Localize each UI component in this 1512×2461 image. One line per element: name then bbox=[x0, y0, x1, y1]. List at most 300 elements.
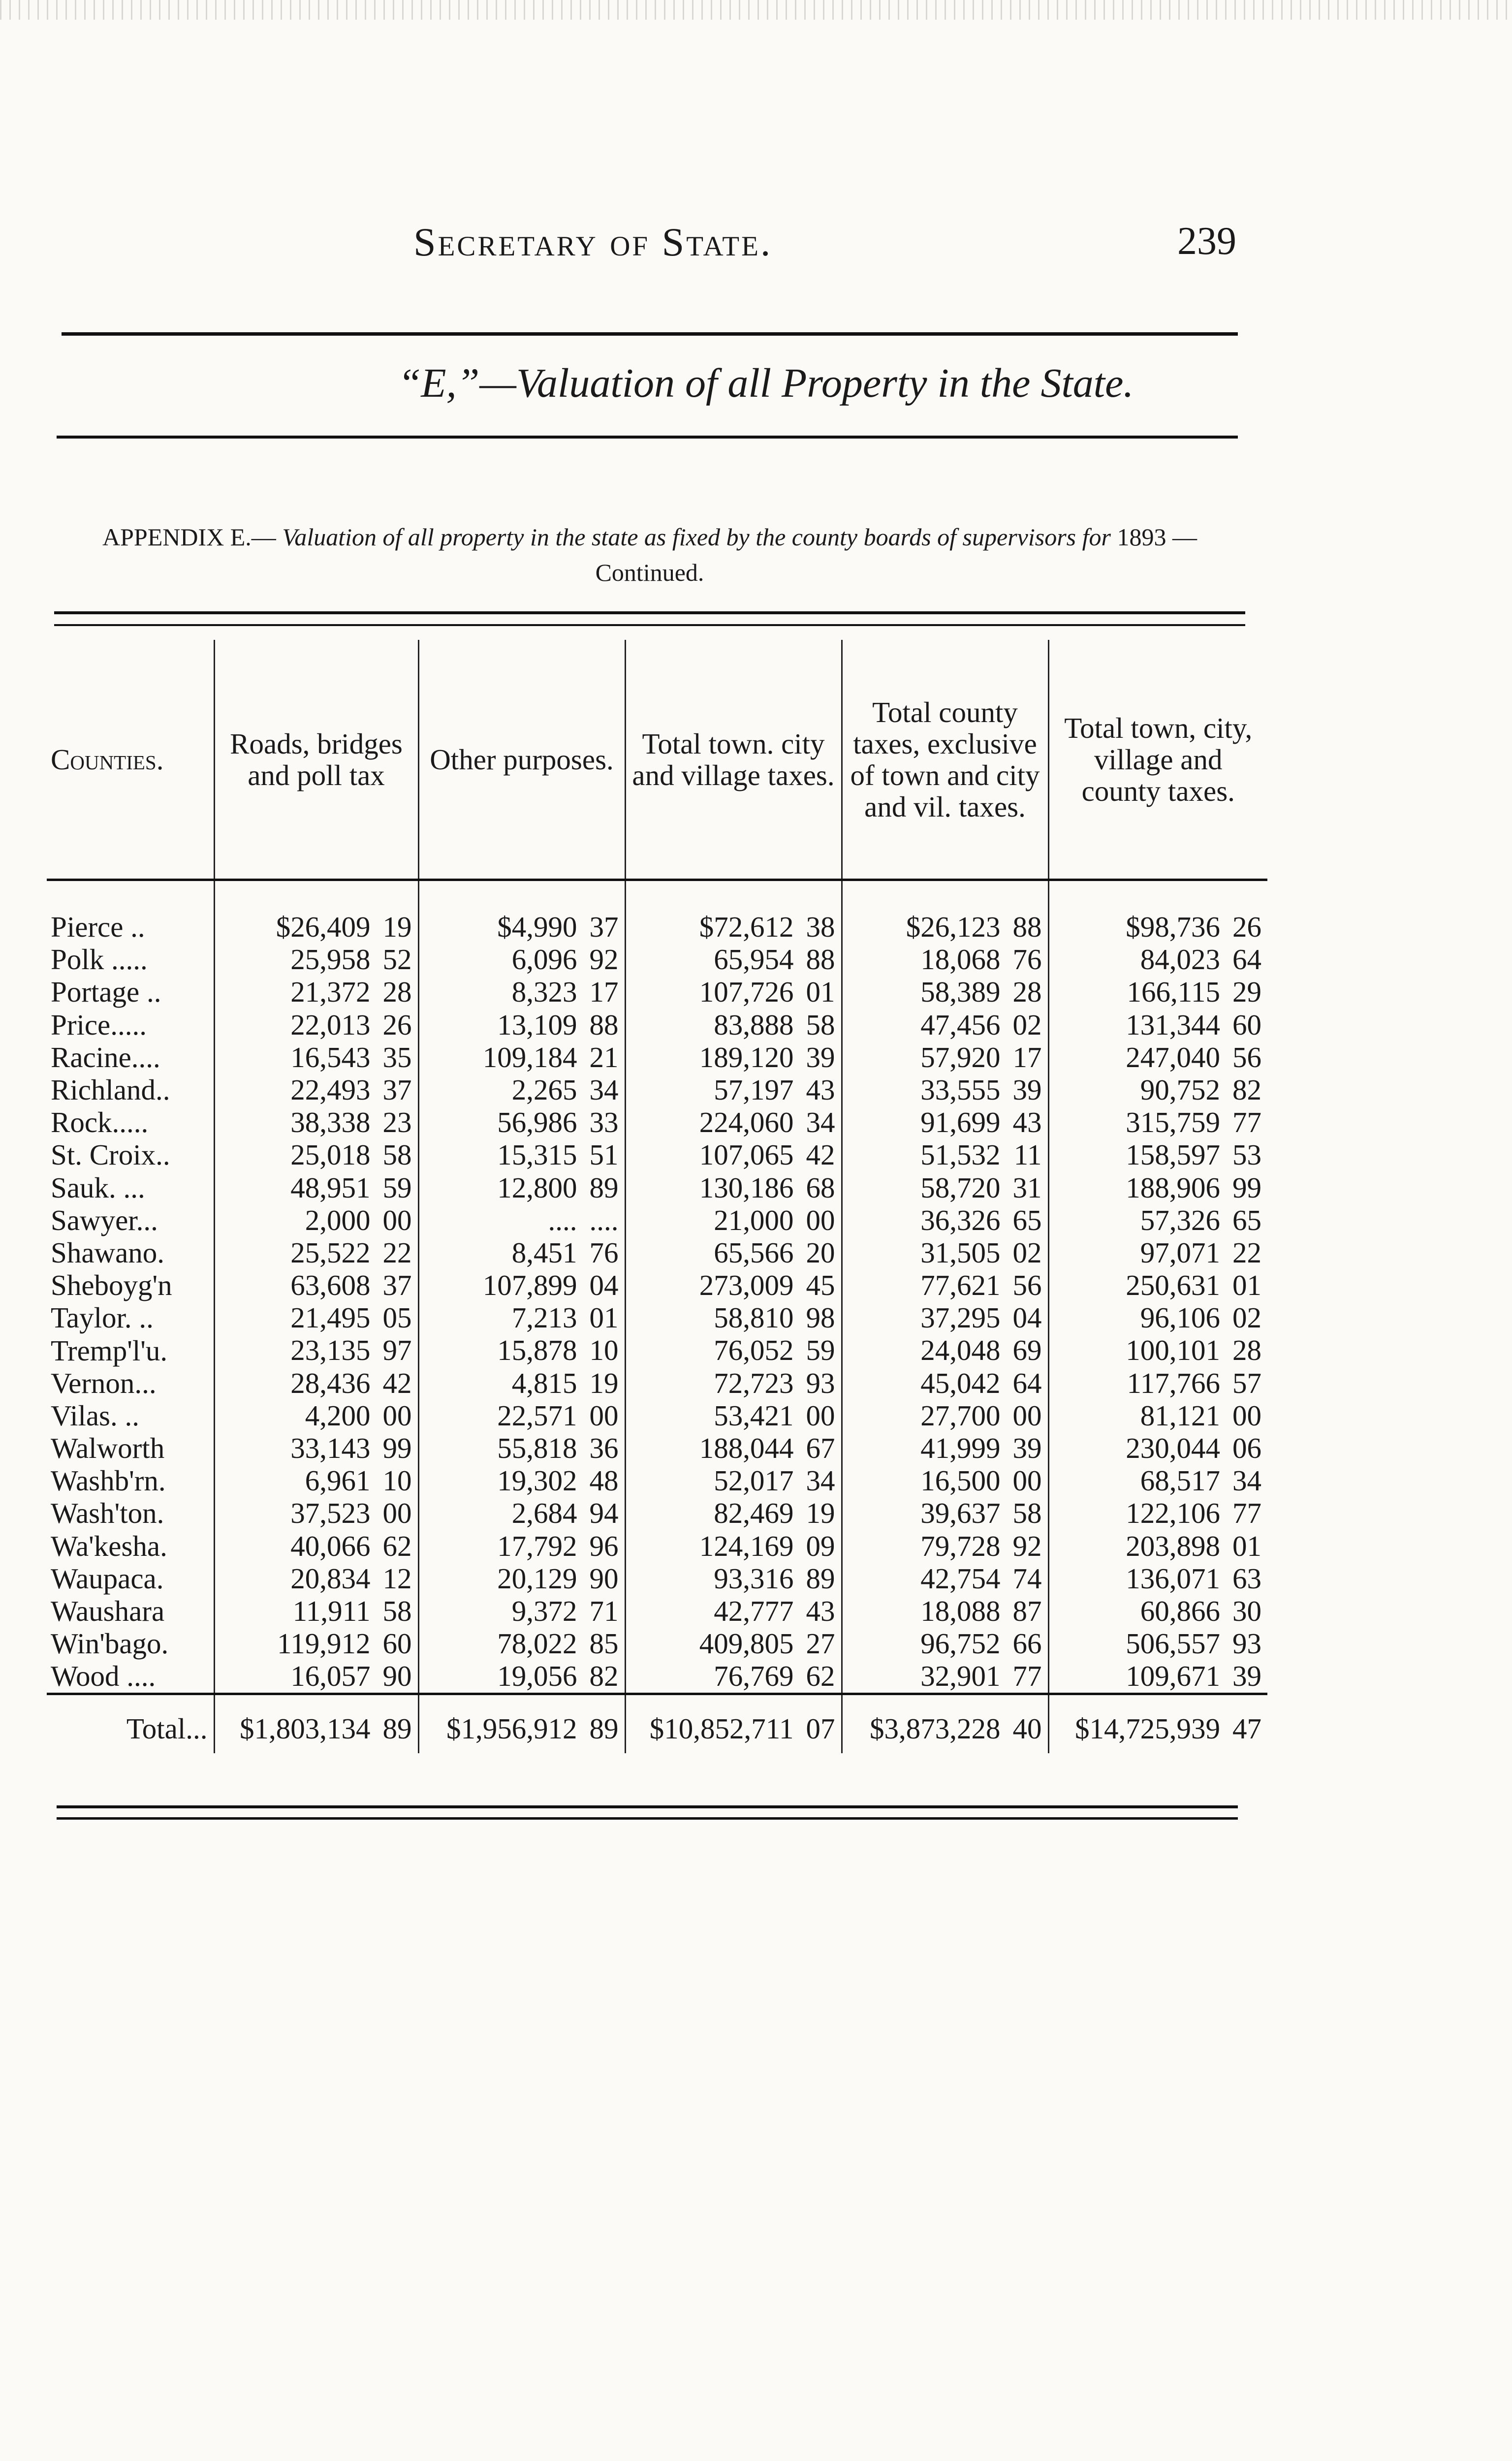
amount-dollars: 27,700 bbox=[920, 1399, 1001, 1432]
amount-cents: 34 bbox=[589, 1073, 619, 1106]
cell-town bbox=[625, 1497, 842, 1529]
cell-roads bbox=[214, 1432, 418, 1464]
cell-town bbox=[625, 1660, 842, 1694]
cell-roads bbox=[214, 976, 418, 1008]
county-name: Racine.... bbox=[51, 1041, 160, 1073]
table-row bbox=[47, 1367, 1267, 1399]
table-row bbox=[47, 1138, 1267, 1171]
amount-cents: 60 bbox=[1232, 1008, 1261, 1041]
amount-cents: 43 bbox=[806, 1073, 835, 1106]
cell-county-tax bbox=[842, 1595, 1048, 1627]
amount-dollars: 23,135 bbox=[290, 1334, 371, 1367]
amount-dollars: 17,792 bbox=[497, 1529, 577, 1562]
cell-total bbox=[1048, 1464, 1267, 1497]
amount-dollars: 6,096 bbox=[511, 943, 577, 976]
cell-total bbox=[1048, 1009, 1267, 1041]
amount-dollars: $72,612 bbox=[699, 911, 794, 943]
amount-cents: 71 bbox=[589, 1594, 619, 1627]
amount-dollars: 136,071 bbox=[1126, 1562, 1220, 1595]
cell-town bbox=[625, 1106, 842, 1138]
caption-continued: — Continued. bbox=[595, 523, 1197, 586]
cell-town bbox=[625, 1204, 842, 1236]
amount-dollars: 72,723 bbox=[714, 1366, 794, 1399]
cell-town bbox=[625, 1171, 842, 1204]
amount-cents: 34 bbox=[806, 1106, 835, 1139]
amount-dollars: 33,143 bbox=[290, 1432, 371, 1464]
cell-county-tax bbox=[842, 1334, 1048, 1366]
cell-total bbox=[1048, 1562, 1267, 1595]
amount-dollars: 22,571 bbox=[497, 1399, 577, 1432]
amount-cents: 51 bbox=[589, 1138, 619, 1171]
amount-cents: 34 bbox=[1232, 1464, 1261, 1497]
cell-roads bbox=[214, 1367, 418, 1399]
amount-dollars: 47,456 bbox=[920, 1008, 1001, 1041]
amount-cents: 96 bbox=[589, 1529, 619, 1562]
county-name: Waupaca. bbox=[51, 1562, 164, 1595]
amount-cents: 00 bbox=[382, 1497, 412, 1530]
amount-cents: 01 bbox=[1232, 1269, 1261, 1302]
table-row bbox=[47, 1530, 1267, 1562]
county-name: Wa'kesha. bbox=[51, 1529, 167, 1562]
cell-total bbox=[1048, 1627, 1267, 1660]
scan-speckle bbox=[0, 0, 1512, 20]
cell-total bbox=[1048, 1041, 1267, 1073]
amount-dollars: 20,129 bbox=[497, 1562, 577, 1595]
cell-town bbox=[625, 1530, 842, 1562]
amount-dollars: 7,213 bbox=[511, 1301, 577, 1334]
cell-other bbox=[418, 1269, 625, 1301]
county-name: Price..... bbox=[51, 1008, 147, 1041]
cell-total bbox=[1048, 1399, 1267, 1432]
amount-dollars: 130,186 bbox=[699, 1171, 794, 1204]
cell-roads bbox=[214, 1301, 418, 1334]
caption-year: 1893 bbox=[1117, 523, 1166, 551]
amount-cents: 01 bbox=[589, 1301, 619, 1334]
amount-dollars: 224,060 bbox=[699, 1106, 794, 1139]
amount-cents: 39 bbox=[1012, 1432, 1042, 1464]
amount-cents: 39 bbox=[1232, 1660, 1261, 1693]
county-name: Wash'ton. bbox=[51, 1497, 164, 1530]
table-row bbox=[47, 1334, 1267, 1366]
amount-cents: 28 bbox=[1012, 976, 1042, 1009]
amount-dollars: 57,326 bbox=[1140, 1203, 1220, 1236]
cell-other bbox=[418, 1106, 625, 1138]
cell-town bbox=[625, 943, 842, 976]
table-row bbox=[47, 943, 1267, 976]
cell-roads bbox=[214, 1138, 418, 1171]
cell-other bbox=[418, 1562, 625, 1595]
amount-cents: 76 bbox=[1012, 943, 1042, 976]
amount-cents: 47 bbox=[1232, 1712, 1261, 1745]
cell-total bbox=[1048, 1367, 1267, 1399]
cell-other bbox=[418, 943, 625, 976]
table-row bbox=[47, 1432, 1267, 1464]
amount-cents: 65 bbox=[1232, 1203, 1261, 1236]
amount-cents: 93 bbox=[1232, 1627, 1261, 1660]
amount-cents: 64 bbox=[1012, 1366, 1042, 1399]
cell-town bbox=[625, 1694, 842, 1753]
amount-cents: 59 bbox=[382, 1171, 412, 1204]
amount-dollars: 96,106 bbox=[1140, 1301, 1220, 1334]
amount-cents: 92 bbox=[589, 943, 619, 976]
amount-dollars: 315,759 bbox=[1126, 1106, 1220, 1139]
cell-county-tax bbox=[842, 1367, 1048, 1399]
amount-cents: 97 bbox=[382, 1334, 412, 1367]
amount-cents: 85 bbox=[589, 1627, 619, 1660]
amount-dollars: 37,295 bbox=[920, 1301, 1001, 1334]
cell-roads bbox=[214, 1627, 418, 1660]
amount-cents: 17 bbox=[589, 976, 619, 1009]
amount-dollars: 2,265 bbox=[511, 1073, 577, 1106]
table-row bbox=[47, 911, 1267, 943]
cell-other bbox=[418, 1694, 625, 1753]
amount-dollars: 33,555 bbox=[920, 1073, 1001, 1106]
cell-roads bbox=[214, 1399, 418, 1432]
county-name: Vilas. .. bbox=[51, 1399, 139, 1432]
amount-cents: 19 bbox=[589, 1366, 619, 1399]
amount-dollars: 188,906 bbox=[1126, 1171, 1220, 1204]
amount-dollars: 8,323 bbox=[511, 976, 577, 1009]
amount-dollars: $1,803,134 bbox=[240, 1712, 371, 1745]
cell-other bbox=[418, 1595, 625, 1627]
amount-cents: 56 bbox=[1232, 1041, 1261, 1073]
amount-cents: 89 bbox=[589, 1712, 619, 1745]
amount-dollars: 93,316 bbox=[714, 1562, 794, 1595]
amount-cents: 56 bbox=[1012, 1269, 1042, 1302]
cell-total bbox=[1048, 1236, 1267, 1269]
amount-dollars: 31,505 bbox=[920, 1236, 1001, 1269]
amount-cents: 02 bbox=[1232, 1301, 1261, 1334]
amount-dollars: 188,044 bbox=[699, 1432, 794, 1464]
table-row bbox=[47, 1073, 1267, 1106]
amount-cents: 12 bbox=[382, 1562, 412, 1595]
amount-dollars: 6,961 bbox=[305, 1464, 371, 1497]
amount-cents: 74 bbox=[1012, 1562, 1042, 1595]
amount-dollars: $26,409 bbox=[276, 911, 371, 943]
cell-roads bbox=[214, 1464, 418, 1497]
cell-county-tax bbox=[842, 1073, 1048, 1106]
amount-dollars: 76,769 bbox=[714, 1660, 794, 1693]
cell-county-tax bbox=[842, 911, 1048, 943]
cell-other bbox=[418, 1334, 625, 1366]
cell-other bbox=[418, 911, 625, 943]
cell-total bbox=[1048, 1106, 1267, 1138]
amount-dollars: 16,500 bbox=[920, 1464, 1001, 1497]
amount-dollars: 124,169 bbox=[699, 1529, 794, 1562]
amount-cents: 43 bbox=[806, 1594, 835, 1627]
table-row bbox=[47, 1464, 1267, 1497]
amount-cents: 77 bbox=[1012, 1660, 1042, 1693]
amount-dollars: 119,912 bbox=[277, 1627, 371, 1660]
amount-cents: 22 bbox=[382, 1236, 412, 1269]
cell-county-tax bbox=[842, 1041, 1048, 1073]
county-name: Portage .. bbox=[51, 976, 161, 1009]
amount-cents: 58 bbox=[382, 1138, 412, 1171]
table-row bbox=[47, 1009, 1267, 1041]
cell-total bbox=[1048, 1595, 1267, 1627]
amount-cents: 98 bbox=[806, 1301, 835, 1334]
running-title: Secretary of State. bbox=[413, 220, 773, 264]
amount-dollars: 203,898 bbox=[1126, 1529, 1220, 1562]
amount-cents: 64 bbox=[1232, 943, 1261, 976]
amount-cents: 67 bbox=[806, 1432, 835, 1464]
amount-dollars: 96,752 bbox=[920, 1627, 1001, 1660]
county-name: Polk ..... bbox=[51, 943, 148, 976]
amount-cents: 37 bbox=[382, 1073, 412, 1106]
cell-other bbox=[418, 1399, 625, 1432]
amount-cents: 00 bbox=[806, 1203, 835, 1236]
amount-cents: 00 bbox=[589, 1399, 619, 1432]
cell-roads bbox=[214, 943, 418, 976]
amount-cents: 02 bbox=[1012, 1236, 1042, 1269]
amount-dollars: 42,777 bbox=[714, 1594, 794, 1627]
total-label: Total... bbox=[47, 1694, 214, 1753]
county-name: Shawano. bbox=[51, 1236, 165, 1269]
amount-dollars: 506,557 bbox=[1126, 1627, 1220, 1660]
rule-top-1 bbox=[62, 332, 1238, 336]
cell-total bbox=[1048, 943, 1267, 976]
cell-town bbox=[625, 1009, 842, 1041]
amount-cents: 00 bbox=[382, 1203, 412, 1236]
amount-cents: 37 bbox=[589, 911, 619, 943]
cell-town bbox=[625, 1432, 842, 1464]
table-header-row bbox=[47, 640, 1267, 880]
cell-town bbox=[625, 1301, 842, 1334]
amount-cents: 21 bbox=[589, 1041, 619, 1073]
amount-dollars: 250,631 bbox=[1126, 1269, 1220, 1302]
total-row bbox=[47, 1694, 1267, 1753]
table-row bbox=[47, 1399, 1267, 1432]
amount-dollars: $4,990 bbox=[497, 911, 577, 943]
amount-cents: 58 bbox=[806, 1008, 835, 1041]
table-row bbox=[47, 1660, 1267, 1694]
cell-county-tax bbox=[842, 1627, 1048, 1660]
amount-dollars: 11,911 bbox=[292, 1594, 371, 1627]
cell-roads bbox=[214, 1269, 418, 1301]
amount-dollars: 230,044 bbox=[1126, 1432, 1220, 1464]
amount-cents: 68 bbox=[806, 1171, 835, 1204]
amount-cents: 23 bbox=[382, 1106, 412, 1139]
amount-cents: 01 bbox=[806, 976, 835, 1009]
amount-cents: 00 bbox=[1232, 1399, 1261, 1432]
county-name: Washb'rn. bbox=[51, 1464, 166, 1497]
amount-dollars: 32,901 bbox=[920, 1660, 1001, 1693]
col-header-town-taxes: Total town. city and village taxes. bbox=[625, 640, 842, 880]
cell-town bbox=[625, 1269, 842, 1301]
amount-cents: 66 bbox=[1012, 1627, 1042, 1660]
amount-cents: 82 bbox=[589, 1660, 619, 1693]
amount-cents: 28 bbox=[1232, 1334, 1261, 1367]
cell-total bbox=[1048, 911, 1267, 943]
cell-county-tax bbox=[842, 1660, 1048, 1694]
amount-cents: 10 bbox=[589, 1334, 619, 1367]
amount-cents: 59 bbox=[806, 1334, 835, 1367]
amount-dollars: 90,752 bbox=[1140, 1073, 1220, 1106]
cell-county-tax bbox=[842, 1530, 1048, 1562]
amount-cents: 89 bbox=[382, 1712, 412, 1745]
amount-dollars: 42,754 bbox=[920, 1562, 1001, 1595]
amount-cents: 43 bbox=[1012, 1106, 1042, 1139]
cell-other bbox=[418, 1660, 625, 1694]
cell-other bbox=[418, 1236, 625, 1269]
amount-dollars: 37,523 bbox=[290, 1497, 371, 1530]
amount-cents: 42 bbox=[382, 1366, 412, 1399]
amount-dollars: .... bbox=[548, 1203, 577, 1236]
amount-dollars: 19,302 bbox=[497, 1464, 577, 1497]
cell-roads bbox=[214, 1236, 418, 1269]
cell-roads bbox=[214, 1171, 418, 1204]
amount-cents: 01 bbox=[1232, 1529, 1261, 1562]
amount-cents: 06 bbox=[1232, 1432, 1261, 1464]
cell-town bbox=[625, 1041, 842, 1073]
amount-dollars: 18,088 bbox=[920, 1594, 1001, 1627]
amount-cents: 77 bbox=[1232, 1106, 1261, 1139]
amount-cents: 26 bbox=[382, 1008, 412, 1041]
amount-cents: 99 bbox=[382, 1432, 412, 1464]
cell-county-tax bbox=[842, 1497, 1048, 1529]
amount-dollars: 19,056 bbox=[497, 1660, 577, 1693]
amount-cents: 90 bbox=[382, 1660, 412, 1693]
amount-dollars: 122,106 bbox=[1126, 1497, 1220, 1530]
cell-county-tax bbox=[842, 1236, 1048, 1269]
amount-cents: 38 bbox=[806, 911, 835, 943]
amount-cents: 42 bbox=[806, 1138, 835, 1171]
cell-county-tax bbox=[842, 943, 1048, 976]
amount-dollars: 22,493 bbox=[290, 1073, 371, 1106]
amount-cents: 20 bbox=[806, 1236, 835, 1269]
cell-roads bbox=[214, 1204, 418, 1236]
cell-total bbox=[1048, 1334, 1267, 1366]
amount-dollars: 68,517 bbox=[1140, 1464, 1220, 1497]
amount-dollars: 131,344 bbox=[1126, 1008, 1220, 1041]
amount-cents: 19 bbox=[806, 1497, 835, 1530]
table-row bbox=[47, 976, 1267, 1008]
cell-total bbox=[1048, 1530, 1267, 1562]
cell-town bbox=[625, 1627, 842, 1660]
amount-cents: 82 bbox=[1232, 1073, 1261, 1106]
cell-roads bbox=[214, 1497, 418, 1529]
rule-table-top-1 bbox=[54, 611, 1245, 614]
amount-dollars: 56,986 bbox=[497, 1106, 577, 1139]
amount-cents: 04 bbox=[1012, 1301, 1042, 1334]
amount-dollars: 83,888 bbox=[714, 1008, 794, 1041]
amount-dollars: 21,372 bbox=[290, 976, 371, 1009]
cell-county-tax bbox=[842, 1399, 1048, 1432]
cell-town bbox=[625, 911, 842, 943]
cell-other bbox=[418, 1301, 625, 1334]
cell-other bbox=[418, 1041, 625, 1073]
amount-dollars: 109,184 bbox=[482, 1041, 577, 1073]
amount-dollars: 38,338 bbox=[290, 1106, 371, 1139]
table-row bbox=[47, 1497, 1267, 1529]
amount-dollars: 107,899 bbox=[482, 1269, 577, 1302]
amount-dollars: 40,066 bbox=[290, 1529, 371, 1562]
amount-dollars: 58,389 bbox=[920, 976, 1001, 1009]
cell-town bbox=[625, 1562, 842, 1595]
county-name: Pierce .. bbox=[51, 911, 145, 944]
cell-roads bbox=[214, 1106, 418, 1138]
county-name: Richland.. bbox=[51, 1073, 170, 1106]
amount-cents: 62 bbox=[806, 1660, 835, 1693]
table-row bbox=[47, 1236, 1267, 1269]
county-name: Rock..... bbox=[51, 1106, 149, 1139]
amount-dollars: 2,000 bbox=[305, 1203, 371, 1236]
col-header-roads: Roads, bridges and poll tax bbox=[214, 640, 418, 880]
table-row bbox=[47, 1301, 1267, 1334]
county-name: Tremp'l'u. bbox=[51, 1334, 168, 1367]
amount-dollars: 15,878 bbox=[497, 1334, 577, 1367]
cell-county-tax bbox=[842, 976, 1048, 1008]
county-name: Sheboyg'n bbox=[51, 1269, 172, 1302]
amount-cents: 52 bbox=[382, 943, 412, 976]
amount-dollars: 273,009 bbox=[699, 1269, 794, 1302]
section-title: “E,”—Valuation of all Property in the State. bbox=[398, 360, 1134, 406]
cell-total bbox=[1048, 1301, 1267, 1334]
amount-dollars: 24,048 bbox=[920, 1334, 1001, 1367]
cell-total bbox=[1048, 1171, 1267, 1204]
amount-dollars: 166,115 bbox=[1127, 976, 1220, 1009]
table-row bbox=[47, 1171, 1267, 1204]
amount-dollars: 84,023 bbox=[1140, 943, 1220, 976]
county-name: Walworth bbox=[51, 1432, 165, 1465]
table-row bbox=[47, 1106, 1267, 1138]
cell-roads bbox=[214, 1073, 418, 1106]
cell-county-tax bbox=[842, 1301, 1048, 1334]
rule-bottom-2 bbox=[57, 1817, 1238, 1820]
amount-dollars: 9,372 bbox=[511, 1594, 577, 1627]
cell-town bbox=[625, 1464, 842, 1497]
cell-county-tax bbox=[842, 1432, 1048, 1464]
cell-county-tax bbox=[842, 1269, 1048, 1301]
cell-total bbox=[1048, 1497, 1267, 1529]
cell-other bbox=[418, 1171, 625, 1204]
amount-dollars: 65,566 bbox=[714, 1236, 794, 1269]
amount-dollars: 97,071 bbox=[1140, 1236, 1220, 1269]
amount-dollars: 60,866 bbox=[1140, 1594, 1220, 1627]
amount-dollars: 117,766 bbox=[1127, 1366, 1220, 1399]
table-caption bbox=[54, 519, 1245, 590]
cell-roads bbox=[214, 1694, 418, 1753]
amount-cents: 65 bbox=[1012, 1203, 1042, 1236]
amount-dollars: 39,637 bbox=[920, 1497, 1001, 1530]
amount-cents: 62 bbox=[382, 1529, 412, 1562]
cell-total bbox=[1048, 1269, 1267, 1301]
table-row bbox=[47, 1204, 1267, 1236]
amount-cents: 89 bbox=[589, 1171, 619, 1204]
amount-dollars: 100,101 bbox=[1126, 1334, 1220, 1367]
amount-dollars: 78,022 bbox=[497, 1627, 577, 1660]
amount-cents: 33 bbox=[589, 1106, 619, 1139]
amount-dollars: 189,120 bbox=[699, 1041, 794, 1073]
cell-total bbox=[1048, 1138, 1267, 1171]
cell-total bbox=[1048, 1204, 1267, 1236]
cell-county-tax bbox=[842, 1694, 1048, 1753]
amount-cents: 87 bbox=[1012, 1594, 1042, 1627]
amount-dollars: 76,052 bbox=[714, 1334, 794, 1367]
amount-dollars: 57,197 bbox=[714, 1073, 794, 1106]
col-header-counties: Counties. bbox=[47, 640, 214, 880]
caption-lead: APPENDIX E.— bbox=[102, 523, 276, 551]
page-number: 239 bbox=[1177, 220, 1236, 263]
amount-dollars: 109,671 bbox=[1126, 1660, 1220, 1693]
cell-town bbox=[625, 1334, 842, 1366]
amount-cents: 00 bbox=[382, 1399, 412, 1432]
cell-roads bbox=[214, 1334, 418, 1366]
cell-other bbox=[418, 1367, 625, 1399]
col-header-total-taxes: Total town, city, village and county taxes. bbox=[1048, 640, 1267, 880]
amount-cents: 00 bbox=[1012, 1464, 1042, 1497]
amount-cents: 19 bbox=[382, 911, 412, 943]
